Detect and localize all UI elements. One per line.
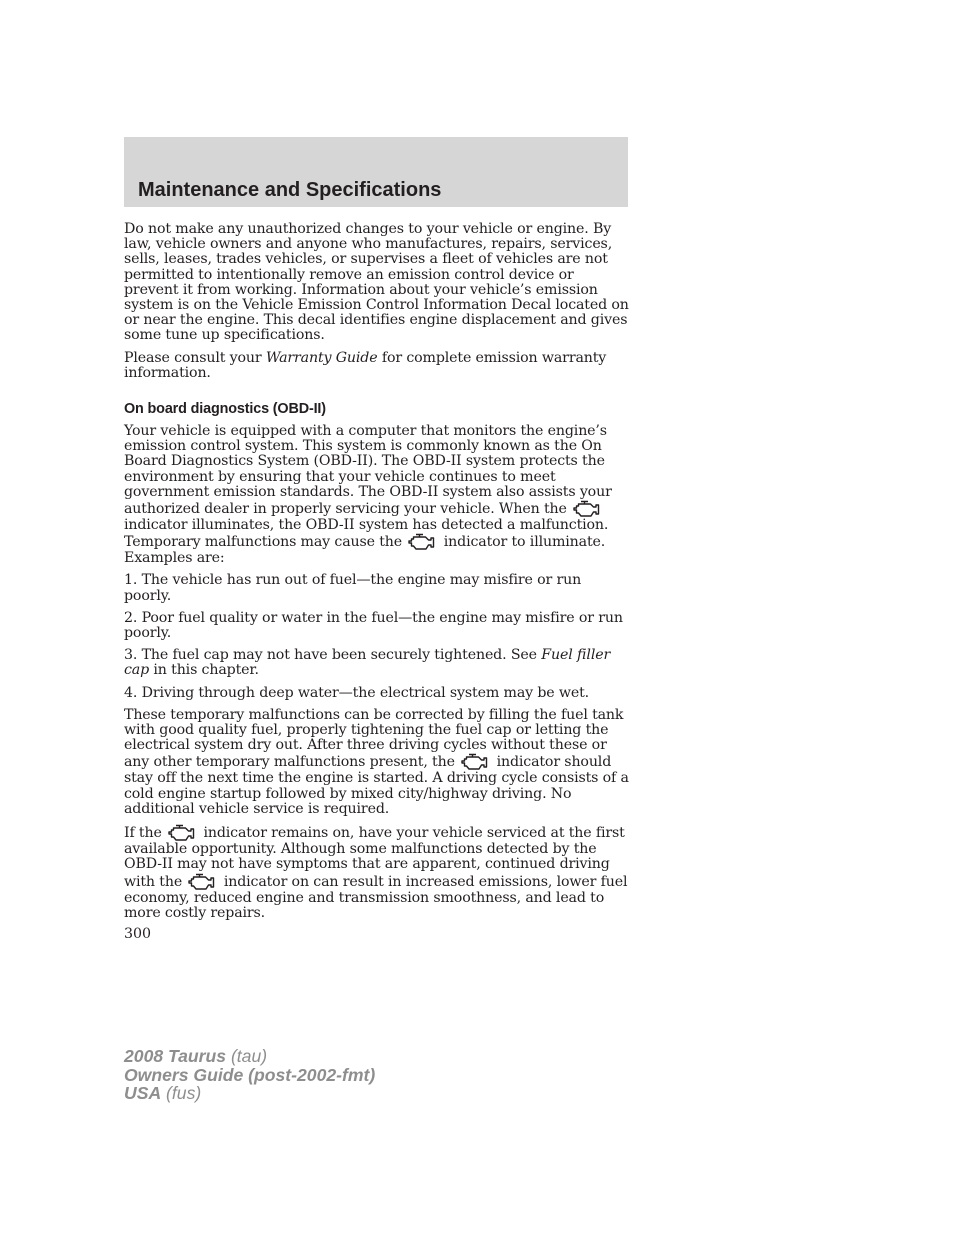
check-engine-icon xyxy=(167,824,195,842)
paragraph-temporary-malfunctions xyxy=(124,708,630,817)
check-engine-icon xyxy=(460,753,488,771)
check-engine-icon xyxy=(187,873,215,891)
list-item: 4. Driving through deep water—the electrical system may be wet. xyxy=(124,684,590,701)
footer-line-market xyxy=(124,1084,375,1103)
footer-model: 2008 Taurus xyxy=(124,1046,227,1066)
obd-heading: On board diagnostics (OBD-II) xyxy=(124,401,326,418)
list-item-text: 3. The fuel cap may not have been securely tightened. See xyxy=(124,647,542,664)
paragraph-emission-warning: Do not make any unauthorized changes to your vehicle or engine. By law, vehicle owners and anyone who manufactures, repairs, services, sells, leases, trades vehicles, or supervises a fleet of vehicles are not permitted to intentionally remove an emission control device or prevent it from working. Information about your vehicle’s emission system is on the Vehicle Emission Control Information Decal located on or near the engine. This decal identifies engine displacement and gives some tune up specifications. xyxy=(124,221,629,344)
footer-market: USA xyxy=(124,1083,162,1103)
obd-intro-text-2: indicator illuminates, the OBD-II system has detected a malfunction. Temporary malfunctions may cause the xyxy=(124,517,609,551)
temp-malfunction-text-2: indicator should stay off the next time the engine is started. A driving cycle consists of a cold engine startup followed by mixed city/highway driving. No additional vehicle service is required. xyxy=(124,754,629,817)
paragraph-indicator-on xyxy=(124,824,630,921)
paragraph-warranty-text-end: for complete emission warranty information. xyxy=(124,349,607,381)
paragraph-warranty-text: Please consult your xyxy=(124,349,266,366)
page-number: 300 xyxy=(124,926,152,942)
list-item: 2. Poor fuel quality or water in the fuel—the engine may misfire or run poorly. xyxy=(124,609,623,642)
paragraph-warranty xyxy=(124,351,630,381)
page-content xyxy=(124,222,630,928)
list-item xyxy=(124,648,630,678)
footer-guide: Owners Guide (post-2002-fmt) xyxy=(124,1064,376,1085)
list-item: 1. The vehicle has run out of fuel—the engine may misfire or run poorly. xyxy=(124,572,582,604)
warranty-guide-ref: Warranty Guide xyxy=(265,349,378,366)
indicator-on-text-2: indicator remains on, have your vehicle serviced at the first available opportunity. Although some malfunctions detected by the OBD-II may not have symptoms that are apparent, continued driving with the xyxy=(124,825,625,890)
indicator-on-text-1: If the xyxy=(124,825,162,842)
check-engine-icon xyxy=(407,533,435,551)
obd-intro-text-1: Your vehicle is equipped with a computer that monitors the engine’s emission control system. This system is commonly known as the On Board Diagnostics System (OBD-II). The OBD-II system protects the environment by ensuring that your vehicle continues to meet government emission standards. The OBD-II system also assists your authorized dealer in properly servicing your vehicle. When the xyxy=(124,423,612,518)
footer-line-model xyxy=(124,1047,375,1066)
paragraph-obd-intro xyxy=(124,424,630,566)
obd-intro-text-3: indicator to illuminate. Examples are: xyxy=(124,534,606,567)
temp-malfunction-text-1: These temporary malfunctions can be corrected by filling the fuel tank with good quality fuel, properly tightening the fuel cap or letting the electrical system dry out. After three driving cycles without these or any other temporary malfunctions present, the xyxy=(124,706,624,771)
list-item-text-end: in this chapter. xyxy=(149,662,259,679)
section-title: Maintenance and Specifications xyxy=(138,179,442,201)
footer-line-guide xyxy=(124,1066,375,1085)
footer-market-code: (fus) xyxy=(166,1083,202,1103)
header-bar xyxy=(124,137,628,207)
fuel-filler-cap-ref: Fuel filler cap xyxy=(124,647,611,679)
footer-model-code: (tau) xyxy=(230,1046,268,1066)
check-engine-icon xyxy=(572,500,600,518)
indicator-on-text-3: indicator on can result in increased emissions, lower fuel economy, reduced engine and transmission smoothness, and lead to more costly repairs. xyxy=(124,873,628,921)
document-footer xyxy=(124,1047,375,1103)
